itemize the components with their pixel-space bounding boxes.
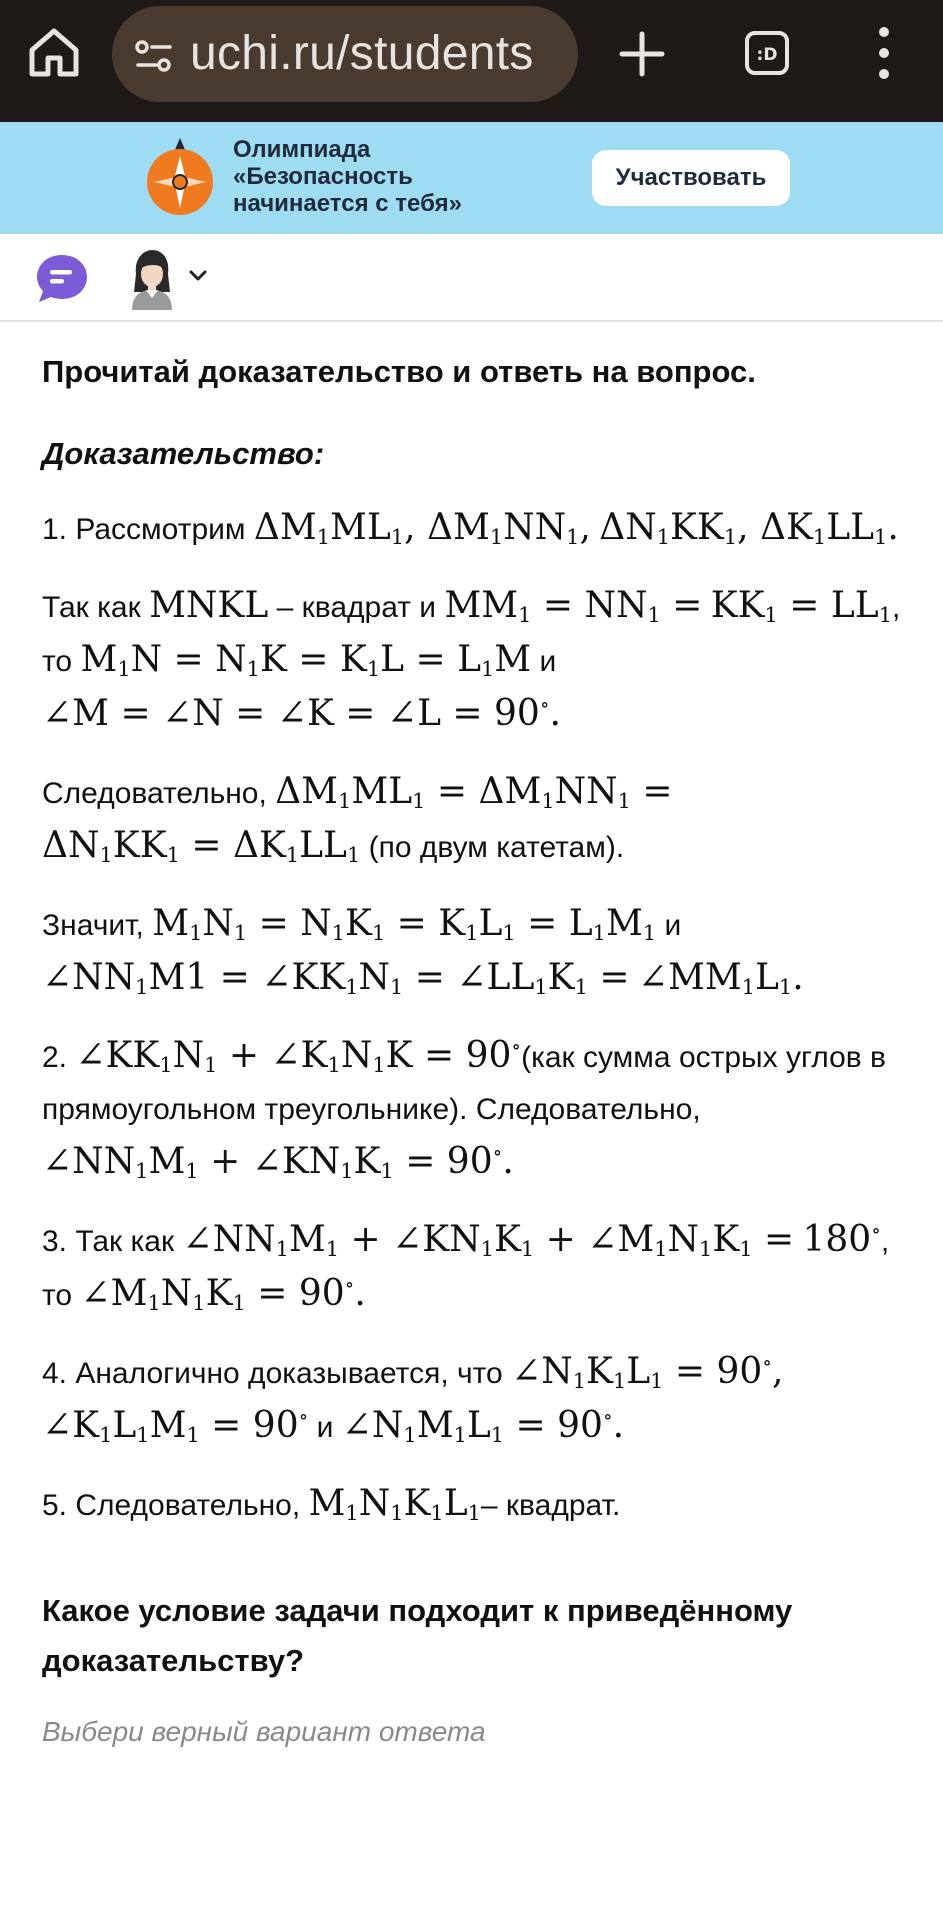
step-2-text: , то — [42, 591, 901, 678]
step-8-prefix: 5. Следовательно, — [42, 1489, 301, 1522]
math-formula: $\angle KK_1N_1$ + $\angle K_1N_1K = 90^\circ$ — [75, 1035, 522, 1078]
proof-step-1 — [42, 502, 902, 556]
proof-step-4 — [42, 1346, 902, 1454]
math-formula: $MM_1 = NN_1$ = — [444, 585, 703, 628]
step-3-suffix: (по двум катетам). — [368, 831, 625, 864]
avatar[interactable] — [128, 248, 176, 310]
address-bar[interactable] — [112, 6, 578, 102]
math-formula: $\angle NN_1M_1$ + $\angle KN_1K_1 = 90^\circ$. — [42, 1141, 514, 1184]
proof-step-2 — [42, 1030, 902, 1190]
step-5-text-2: Следовательно, — [475, 1093, 701, 1126]
banner-line-3: начинается с тебя» — [233, 190, 462, 217]
step-1-prefix: 1. Рассмотрим — [42, 513, 246, 546]
step-7-text: и — [316, 1411, 334, 1444]
math-formula: $\Delta M_1ML_1 = \Delta M_1NN_1$ = — [275, 771, 673, 814]
participate-button[interactable]: Участвовать — [592, 150, 790, 206]
browser-toolbar — [0, 0, 943, 122]
url-text[interactable]: uchi.ru/students — [190, 27, 534, 80]
step-5-prefix: 2. — [42, 1041, 68, 1074]
chat-icon[interactable] — [34, 252, 90, 304]
math-formula: $\angle MM_1L_1$. — [637, 957, 804, 1000]
new-tab-icon[interactable] — [616, 28, 668, 80]
math-formula: ∠M = ∠N = ∠K = ∠L = 90∘. — [42, 693, 561, 734]
math-formula: $M_1N_1K_1L_1$ — [308, 1483, 481, 1526]
step-3-prefix: Следовательно, — [42, 777, 267, 810]
math-formula: $\Delta M_1ML_1$, $\Delta M_1NN_1$, — [253, 507, 591, 550]
math-formula: $\angle NN_1M_1$ + $\angle KN_1K_1$ + $\angle M_1N_1K_1$ = — [182, 1219, 795, 1262]
tab-switcher-icon[interactable] — [744, 30, 790, 76]
math-formula: $\angle NN_1M1$ = $\angle KK_1N_1$ = $\angle LL_1K_1$ = — [42, 957, 630, 1000]
olympiad-banner[interactable] — [0, 122, 943, 234]
step-8-suffix: – квадрат. — [480, 1489, 621, 1522]
home-icon[interactable] — [24, 22, 84, 82]
answer-hint: Выбери верный вариант ответа — [42, 1716, 486, 1747]
step-7-prefix: 4. Аналогично доказывается, что — [42, 1357, 503, 1390]
banner-line-2: «Безопасность — [233, 163, 413, 190]
banner-text — [233, 136, 563, 217]
chevron-down-icon[interactable] — [188, 268, 208, 284]
math-formula: $M_1N_1 = N_1K_1 = K_1L_1 = L_1M_1$ — [152, 903, 657, 946]
tab-count: :D — [756, 45, 778, 65]
math-formula: $\angle M_1N_1K_1 = 90^\circ$. — [80, 1273, 366, 1316]
compass-logo-icon — [142, 136, 218, 216]
step-2-text: и — [539, 645, 557, 678]
math-formula: $M_1N = N_1K = K_1L = L_1M$ — [80, 639, 532, 682]
task-content — [42, 352, 902, 1752]
math-formula: 180∘ — [802, 1219, 881, 1260]
step-6-text: , то — [42, 1225, 890, 1312]
math-formula: $\angle N_1K_1L_1 = 90^\circ$, — [511, 1351, 784, 1394]
proof-step-3 — [42, 1214, 902, 1322]
app-header — [0, 234, 943, 322]
step-4-text: и — [664, 909, 682, 942]
step-2-text: – квадрат и — [276, 591, 437, 624]
site-settings-icon[interactable] — [134, 36, 174, 76]
math-formula: MNKL — [149, 585, 269, 626]
math-formula: $\Delta N_1KK_1$, $\Delta K_1LL_1$. — [599, 507, 899, 550]
math-formula: $\angle N_1M_1L_1 = 90^\circ$. — [341, 1405, 625, 1448]
math-formula: $\Delta N_1KK_1 = \Delta K_1LL_1$ — [42, 825, 361, 868]
proof-step-1b — [42, 580, 902, 742]
math-formula: $\angle K_1L_1M_1 = 90^\circ$ — [42, 1405, 309, 1448]
proof-step-5 — [42, 1478, 902, 1532]
question-text: Какое условие задачи подходит к приведённому доказательству? — [42, 1593, 793, 1678]
proof-title: Доказательство: — [42, 436, 325, 471]
proof-step-1d — [42, 898, 902, 1006]
task-instruction: Прочитай доказательство и ответь на вопрос. — [42, 354, 756, 389]
step-4-prefix: Значит, — [42, 909, 144, 942]
overflow-menu-icon[interactable] — [868, 24, 900, 82]
banner-line-1: Олимпиада — [233, 136, 371, 163]
proof-step-1c — [42, 766, 902, 874]
step-2-prefix: Так как — [42, 591, 141, 624]
step-6-prefix: 3. Так как — [42, 1225, 175, 1258]
step-5-text: (как сумма острых углов в прямоугольном треугольнике). — [42, 1041, 886, 1126]
math-formula: $KK_1 = LL_1$ — [710, 585, 893, 628]
